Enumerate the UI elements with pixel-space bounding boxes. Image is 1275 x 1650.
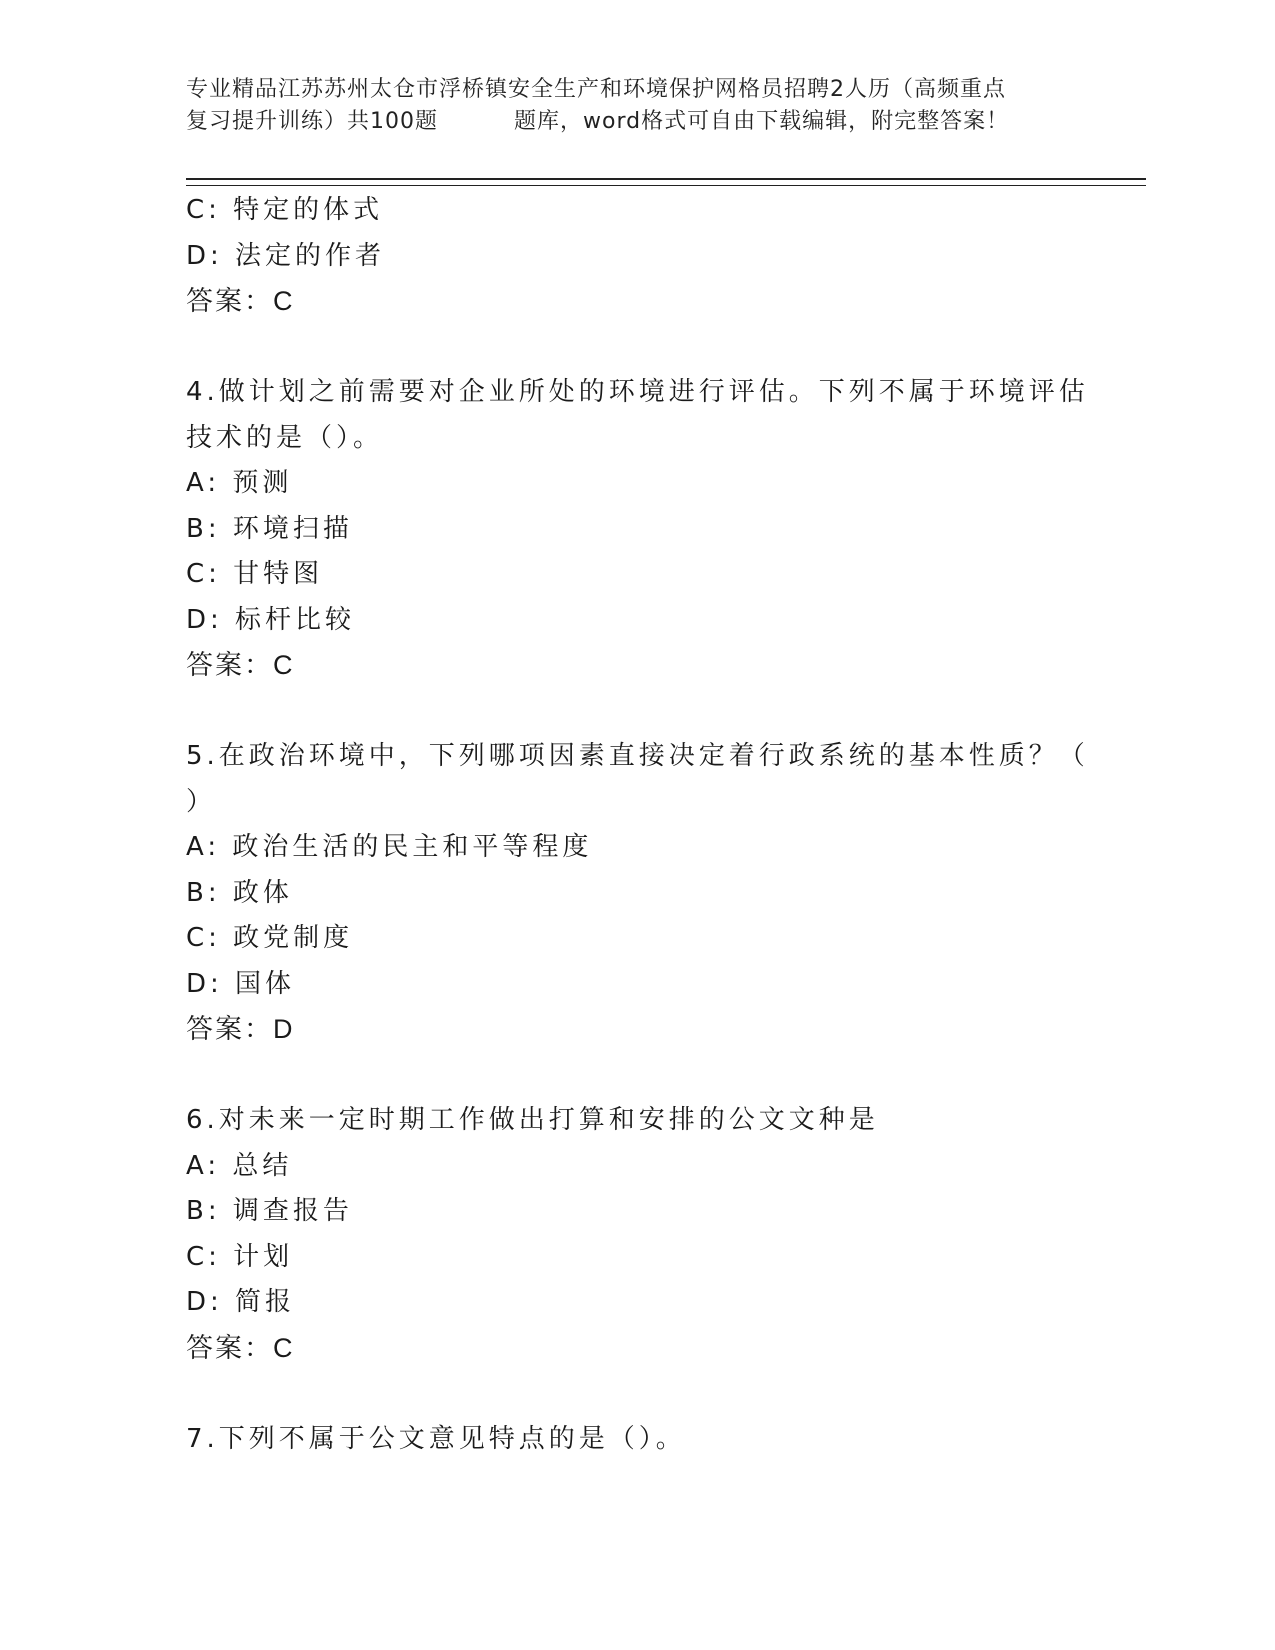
question-6-answer: 答案：C (186, 1332, 295, 1363)
question-3-option-c: C: 特定的体式 (186, 195, 384, 225)
question-5-answer: 答案：D (186, 1014, 295, 1044)
question-6 (186, 1098, 1086, 1371)
header-title-line-2-part-2: 题库，word格式可自由下载编辑，附完整答案！ (514, 109, 1010, 134)
question-4-option-a: A: 预测 (186, 468, 293, 498)
question-4-stem-line-1: 4.做计划之前需要对企业所处的环境进行评估。下列不属于环境评估 (186, 377, 1089, 407)
question-4-stem-line-2: 技术的是（）。 (186, 422, 384, 453)
question-4-option-c: C: 甘特图 (186, 559, 324, 589)
question-3-tail (186, 188, 1086, 325)
question-4 (186, 370, 1089, 689)
question-4-answer: 答案：C (186, 650, 295, 680)
spacer (186, 1371, 1086, 1417)
header-title-line-2-part-1: 复习提升训练）共100题 (186, 109, 438, 134)
question-4-option-b: B: 环境扫描 (186, 513, 353, 544)
question-7-stem-line-1: 7.下列不属于公文意见特点的是（）。 (186, 1423, 686, 1454)
question-5-stem-line-2: ） (186, 786, 217, 817)
question-4-option-d: D: 标杆比较 (186, 604, 356, 635)
question-5-stem-line-1: 5.在政治环境中，下列哪项因素直接决定着行政系统的基本性质？（ (186, 741, 1089, 771)
spacer (186, 325, 1086, 371)
header-divider (186, 178, 1146, 186)
question-5-option-d: D: 国体 (186, 968, 296, 999)
question-5-option-a: A: 政治生活的民主和平等程度 (186, 832, 593, 862)
question-list (186, 188, 1089, 1462)
question-6-option-c: C: 计划 (186, 1241, 294, 1272)
question-3-option-d: D: 法定的作者 (186, 240, 386, 271)
question-3-answer: 答案：C (186, 286, 295, 316)
spacer (186, 689, 1086, 735)
question-6-option-d: D: 简报 (186, 1287, 296, 1317)
question-5-option-c: C: 政党制度 (186, 923, 354, 953)
header-title-line-1: 专业精品江苏苏州太仓市浮桥镇安全生产和环境保护网格员招聘2人历（高频重点 (186, 77, 1006, 102)
question-5 (186, 734, 1089, 1053)
spacer (186, 1053, 1086, 1099)
question-6-stem-line-1: 6.对未来一定时期工作做出打算和安排的公文文种是 (186, 1105, 879, 1135)
question-5-option-b: B: 政体 (186, 877, 293, 908)
question-7 (186, 1417, 1086, 1463)
page-header (186, 74, 1086, 138)
question-6-option-b: B: 调查报告 (186, 1196, 353, 1226)
question-6-option-a: A: 总结 (186, 1150, 293, 1181)
header-title-line-2 (186, 106, 1086, 138)
